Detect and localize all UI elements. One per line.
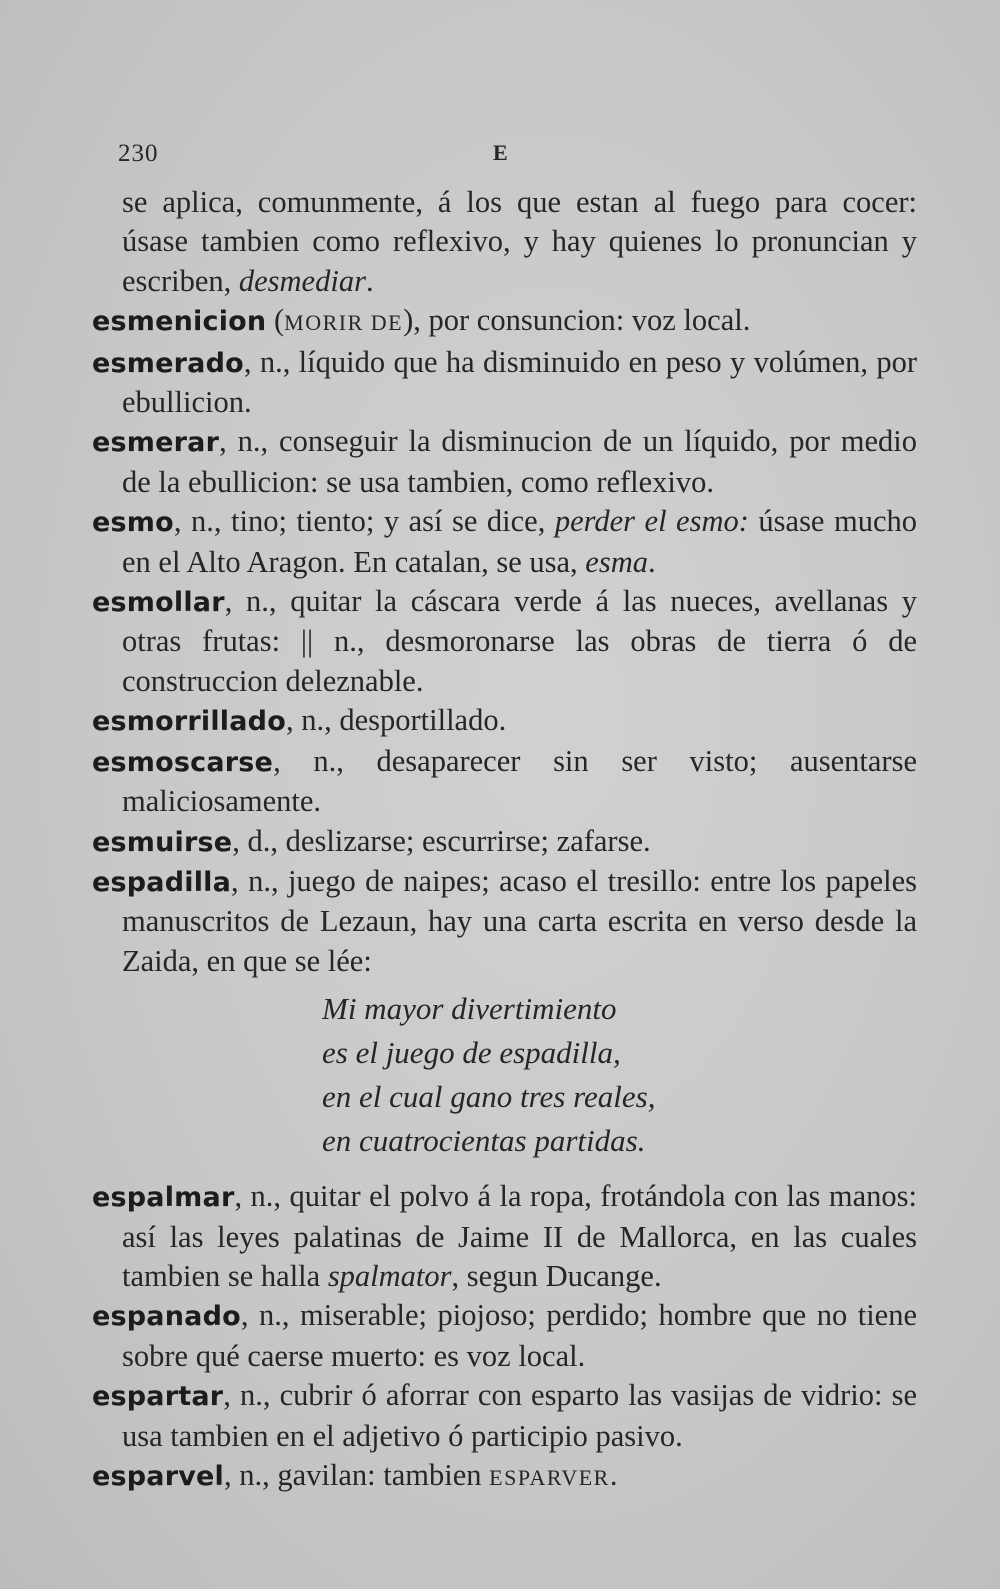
entry-espartar [92,1376,917,1456]
definition-text: , n., conseguir la disminucion de un líquido, por medio de la ebullicion: se usa tambien, como reflexivo. [122,424,917,499]
entry-esmorrillado [92,701,917,741]
italic-word: esma [585,544,648,579]
headword: esmorrillado [92,706,286,738]
italic-phrase: perder el esmo: [554,504,749,539]
definition-text: , segun Ducange. [451,1258,662,1293]
definition-text: , n., gavilan: tambien [224,1457,490,1492]
entry-esparvel [92,1456,917,1497]
entry-esmerado [92,343,917,423]
dictionary-text [92,183,917,1497]
entry-espanado [92,1296,917,1376]
definition-text: , n., líquido que ha disminuido en peso y volúmen, por ebullicion. [122,344,917,420]
entry-espalmar [92,1177,917,1296]
entry-esmuirse [92,822,917,862]
headword: esmerado [92,347,244,379]
headword: espartar [92,1381,224,1413]
definition-text: , n., juego de naipes; acaso el tresillo: entre los papeles manuscritos de Lezaun, hay una carta escrita en verso desde la Zaida, en que se lée: [122,863,917,978]
small-caps-text: MORIR DE [284,310,404,336]
entry-esmenicion [92,301,917,342]
definition-text: . [609,1457,618,1492]
definition-text: úsase mucho en el Alto Aragon. En catalan, se usa, [122,504,917,579]
definition-text: , n., quitar la cáscara verde á las nueces, avellanas y otras frutas: || n., desmoronarse las obras de tierra ó de construccion deleznable. [122,584,917,698]
entry-esmollar [92,582,917,701]
definition-text: , n., quitar el polvo á la ropa, frotándola con las manos: así las leyes palatinas de Jaime II de Mallorca, en las cuales tambien se halla [122,1179,917,1293]
entry-espadilla [92,862,917,981]
headword: esparvel [92,1460,225,1492]
definition-text: , n., desportillado. [285,703,507,738]
verse-line: en el cual gano tres reales, [322,1079,656,1115]
entry-esmo [92,502,917,582]
entry-esmerar [92,422,917,502]
continuation-italic: desmediar [238,263,366,298]
headword: espanado [92,1301,241,1333]
headword: esmerar [92,427,220,459]
entry-continuation [92,183,917,301]
italic-word: spalmator [327,1258,452,1293]
verse-line: Mi mayor divertimiento [322,991,617,1027]
headword: esmoscarse [92,746,274,778]
definition-text: , n., tino; tiento; y así se dice, [173,504,555,539]
headword: esmuirse [92,826,233,858]
definition-text: , n., miserable; piojoso; perdido; hombre que no tiene sobre qué caerse muerto: es voz local. [122,1298,917,1373]
section-letter: E [493,140,508,165]
running-head [118,140,518,180]
headword: espadilla [92,866,232,898]
definition-text: . [647,544,656,579]
continuation-text: se aplica, comunmente, á los que estan al fuego para cocer: úsase tambien como reflexivo, y hay quienes lo pronuncian y escriben, [122,185,917,298]
continuation-end: . [365,263,374,298]
definition-text: , d., deslizarse; escurrirse; zafarse. [232,823,651,858]
small-caps-text: ESPARVER [489,1464,610,1490]
headword: esmo [92,507,174,539]
headword: esmollar [92,587,225,619]
page-number: 230 [118,140,159,167]
definition-text: , n., cubrir ó aforrar con esparto las vasijas de vidrio: se usa tambien en el adjetivo ó participio pasivo. [122,1378,917,1453]
definition-text: ), por consuncion: voz local. [403,303,751,338]
definition-text: , n., desaparecer sin ser visto; ausentarse maliciosamente. [122,743,917,819]
verse-line: en cuatrocientas partidas. [322,1123,646,1159]
headword: espalmar [92,1182,235,1214]
entry-esmoscarse [92,742,917,822]
headword: esmenicion [92,306,267,338]
definition-text: ( [266,303,285,338]
verse-quotation [322,987,917,1163]
verse-line: es el juego de espadilla, [322,1035,621,1071]
